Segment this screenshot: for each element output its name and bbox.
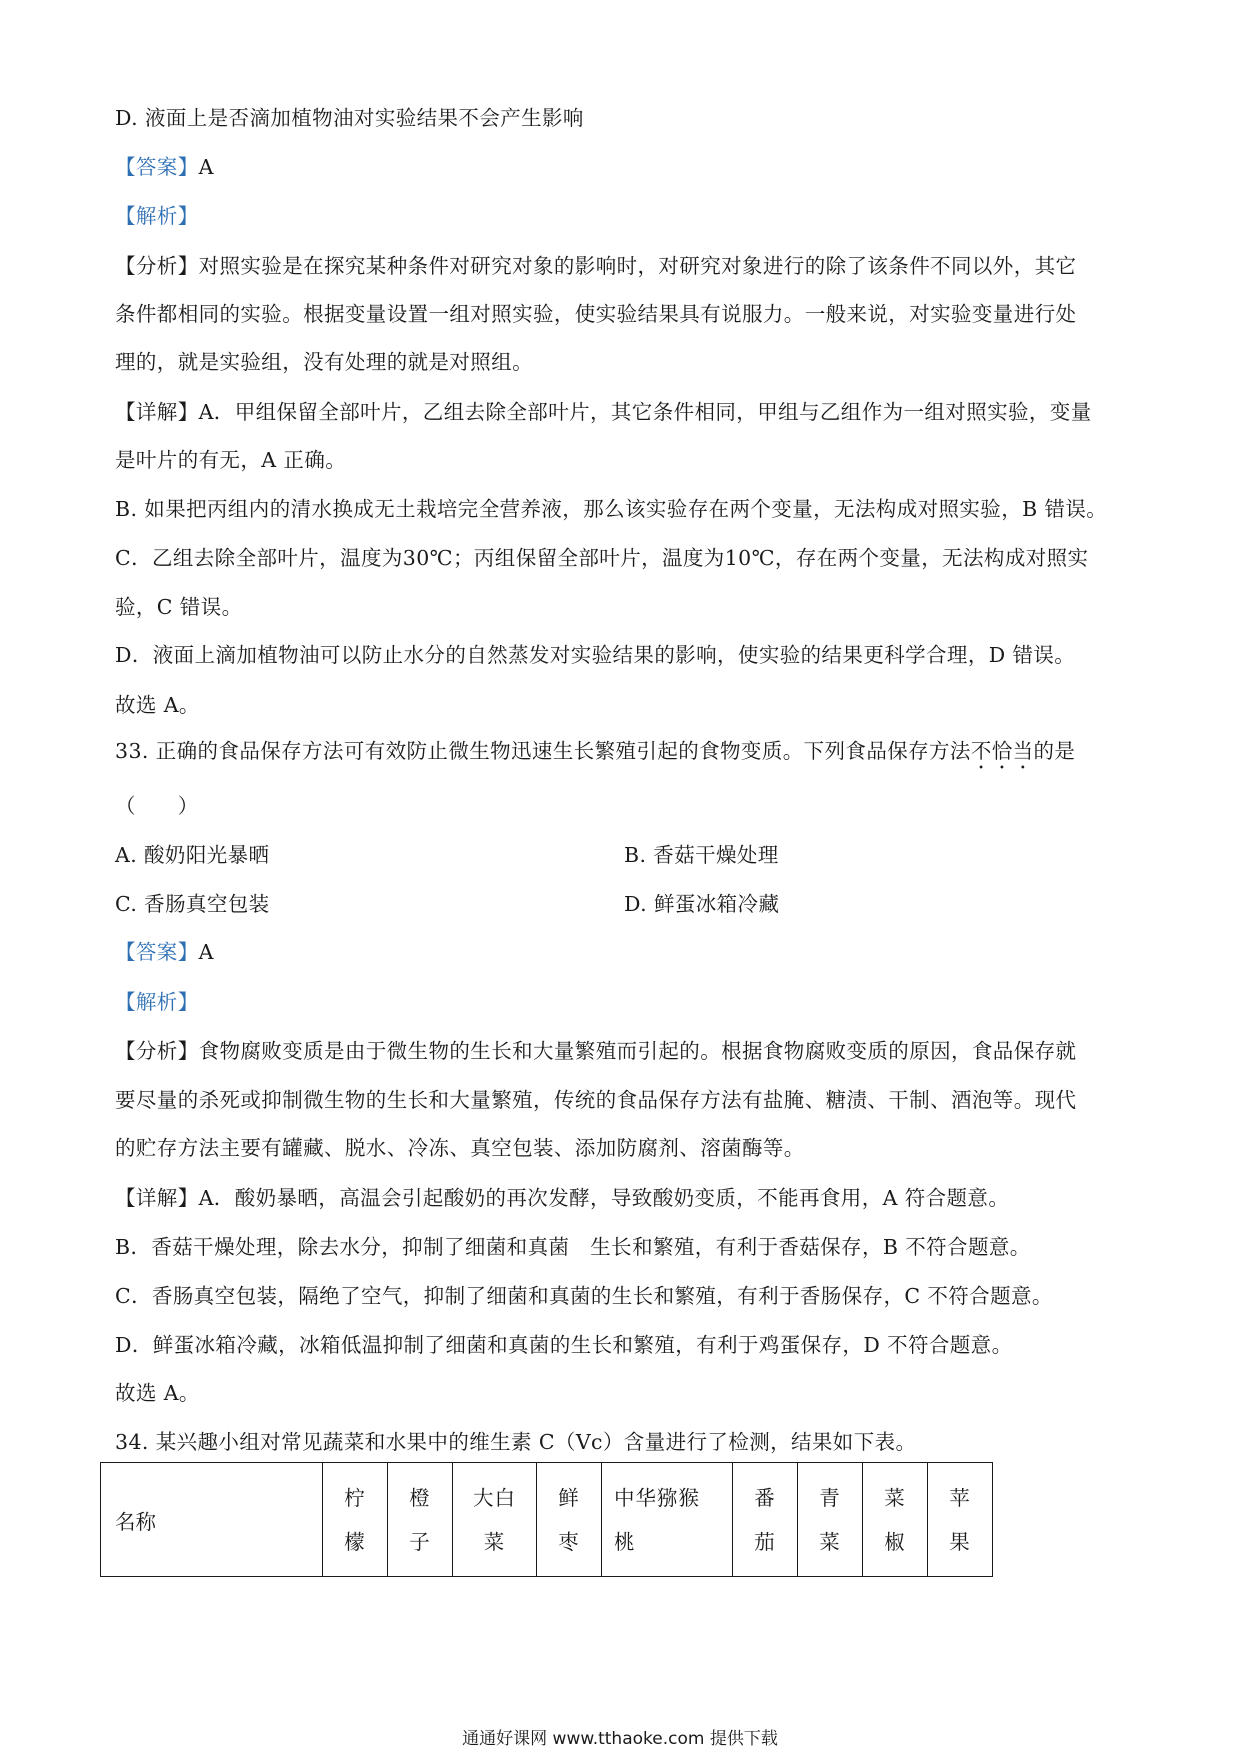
question-33-stem: 33. 正确的食品保存方法可有效防止微生物迅速生长繁殖引起的食物变质。下列食品保存方法不恰当的是 [115,739,1076,763]
table-cell: 鲜 枣 [537,1463,602,1577]
table-cell: 中华猕猴 桃 [602,1463,733,1577]
detail-line: D．液面上滴加植物油可以防止水分的自然蒸发对实验结果的影响，使实验的结果更科学合理，D 错误。 [115,643,1076,667]
analysis-heading: 【解析】 [115,204,199,228]
conclusion-line: 故选 A。 [115,1381,200,1405]
detail-line: 【详解】A．甲组保留全部叶片，乙组去除全部叶片，其它条件相同，甲组与乙组作为一组对照实验，变量 [115,400,1092,424]
analysis-line: 【分析】对照实验是在探究某种条件对研究对象的影响时，对研究对象进行的除了该条件不同以外，其它 [115,254,1077,278]
table-cell: 橙 子 [388,1463,453,1577]
analysis-line: 理的，就是实验组，没有处理的就是对照组。 [115,350,533,374]
detail-line: 是叶片的有无，A 正确。 [115,448,347,472]
vitamin-c-table [100,1462,993,1577]
analysis-line: 条件都相同的实验。根据变量设置一组对照实验，使实验结果具有说服力。一般来说，对实验变量进行处 [115,302,1077,326]
analysis-line: 【分析】食物腐败变质是由于微生物的生长和大量繁殖而引起的。根据食物腐败变质的原因，食品保存就 [115,1039,1077,1063]
answer-line: 【答案】A [115,940,214,964]
table-cell: 菜 椒 [863,1463,928,1577]
answer-line: 【答案】A [115,155,214,179]
table-cell: 番 茄 [733,1463,798,1577]
question-34-stem: 34. 某兴趣小组对常见蔬菜和水果中的维生素 C（Vc）含量进行了检测，结果如下表。 [115,1430,917,1454]
analysis-line: 要尽量的杀死或抑制微生物的生长和大量繁殖，传统的食品保存方法有盐腌、糖渍、干制、酒泡等。现代 [115,1088,1077,1112]
option-d: D. 鲜蛋冰箱冷藏 [624,892,780,916]
answer-parentheses: （ ） [115,794,199,818]
detail-line: B．香菇干燥处理，除去水分，抑制了细菌和真菌 生长和繁殖，有利于香菇保存，B 不符合题意。 [115,1235,1031,1259]
table-cell: 青 菜 [798,1463,863,1577]
option-d-line: D. 液面上是否滴加植物油对实验结果不会产生影响 [115,106,584,130]
option-b: B. 香菇干燥处理 [624,843,779,867]
footer-watermark: 通通好课网 www.tthaoke.com 提供下载 [462,1729,778,1749]
analysis-heading: 【解析】 [115,990,199,1014]
detail-line: B. 如果把丙组内的清水换成无土栽培完全营养液，那么该实验存在两个变量，无法构成对照实验，B 错误。 [115,497,1108,521]
table-header-name: 名称 [101,1463,323,1577]
conclusion-line: 故选 A。 [115,693,200,717]
detail-line: D．鲜蛋冰箱冷藏，冰箱低温抑制了细菌和真菌的生长和繁殖，有利于鸡蛋保存，D 不符合题意。 [115,1333,1013,1357]
detail-line: C．乙组去除全部叶片，温度为30℃；丙组保留全部叶片，温度为10℃，存在两个变量，无法构成对照实 [115,546,1089,570]
table-row [101,1463,993,1577]
analysis-line: 的贮存方法主要有罐藏、脱水、冷冻、真空包装、添加防腐剂、溶菌酶等。 [115,1136,805,1160]
table-cell: 柠 檬 [323,1463,388,1577]
emphasized-text: 不恰当 [970,739,1034,763]
option-a: A. 酸奶阳光暴晒 [115,843,270,867]
detail-line: C．香肠真空包装，隔绝了空气，抑制了细菌和真菌的生长和繁殖，有利于香肠保存，C 不符合题意。 [115,1284,1053,1308]
table-cell: 苹 果 [928,1463,993,1577]
detail-line: 【详解】A．酸奶暴晒，高温会引起酸奶的再次发酵，导致酸奶变质，不能再食用，A 符合题意。 [115,1186,1010,1210]
detail-line: 验，C 错误。 [115,595,243,619]
table-cell: 大白 菜 [453,1463,537,1577]
option-c: C. 香肠真空包装 [115,892,270,916]
